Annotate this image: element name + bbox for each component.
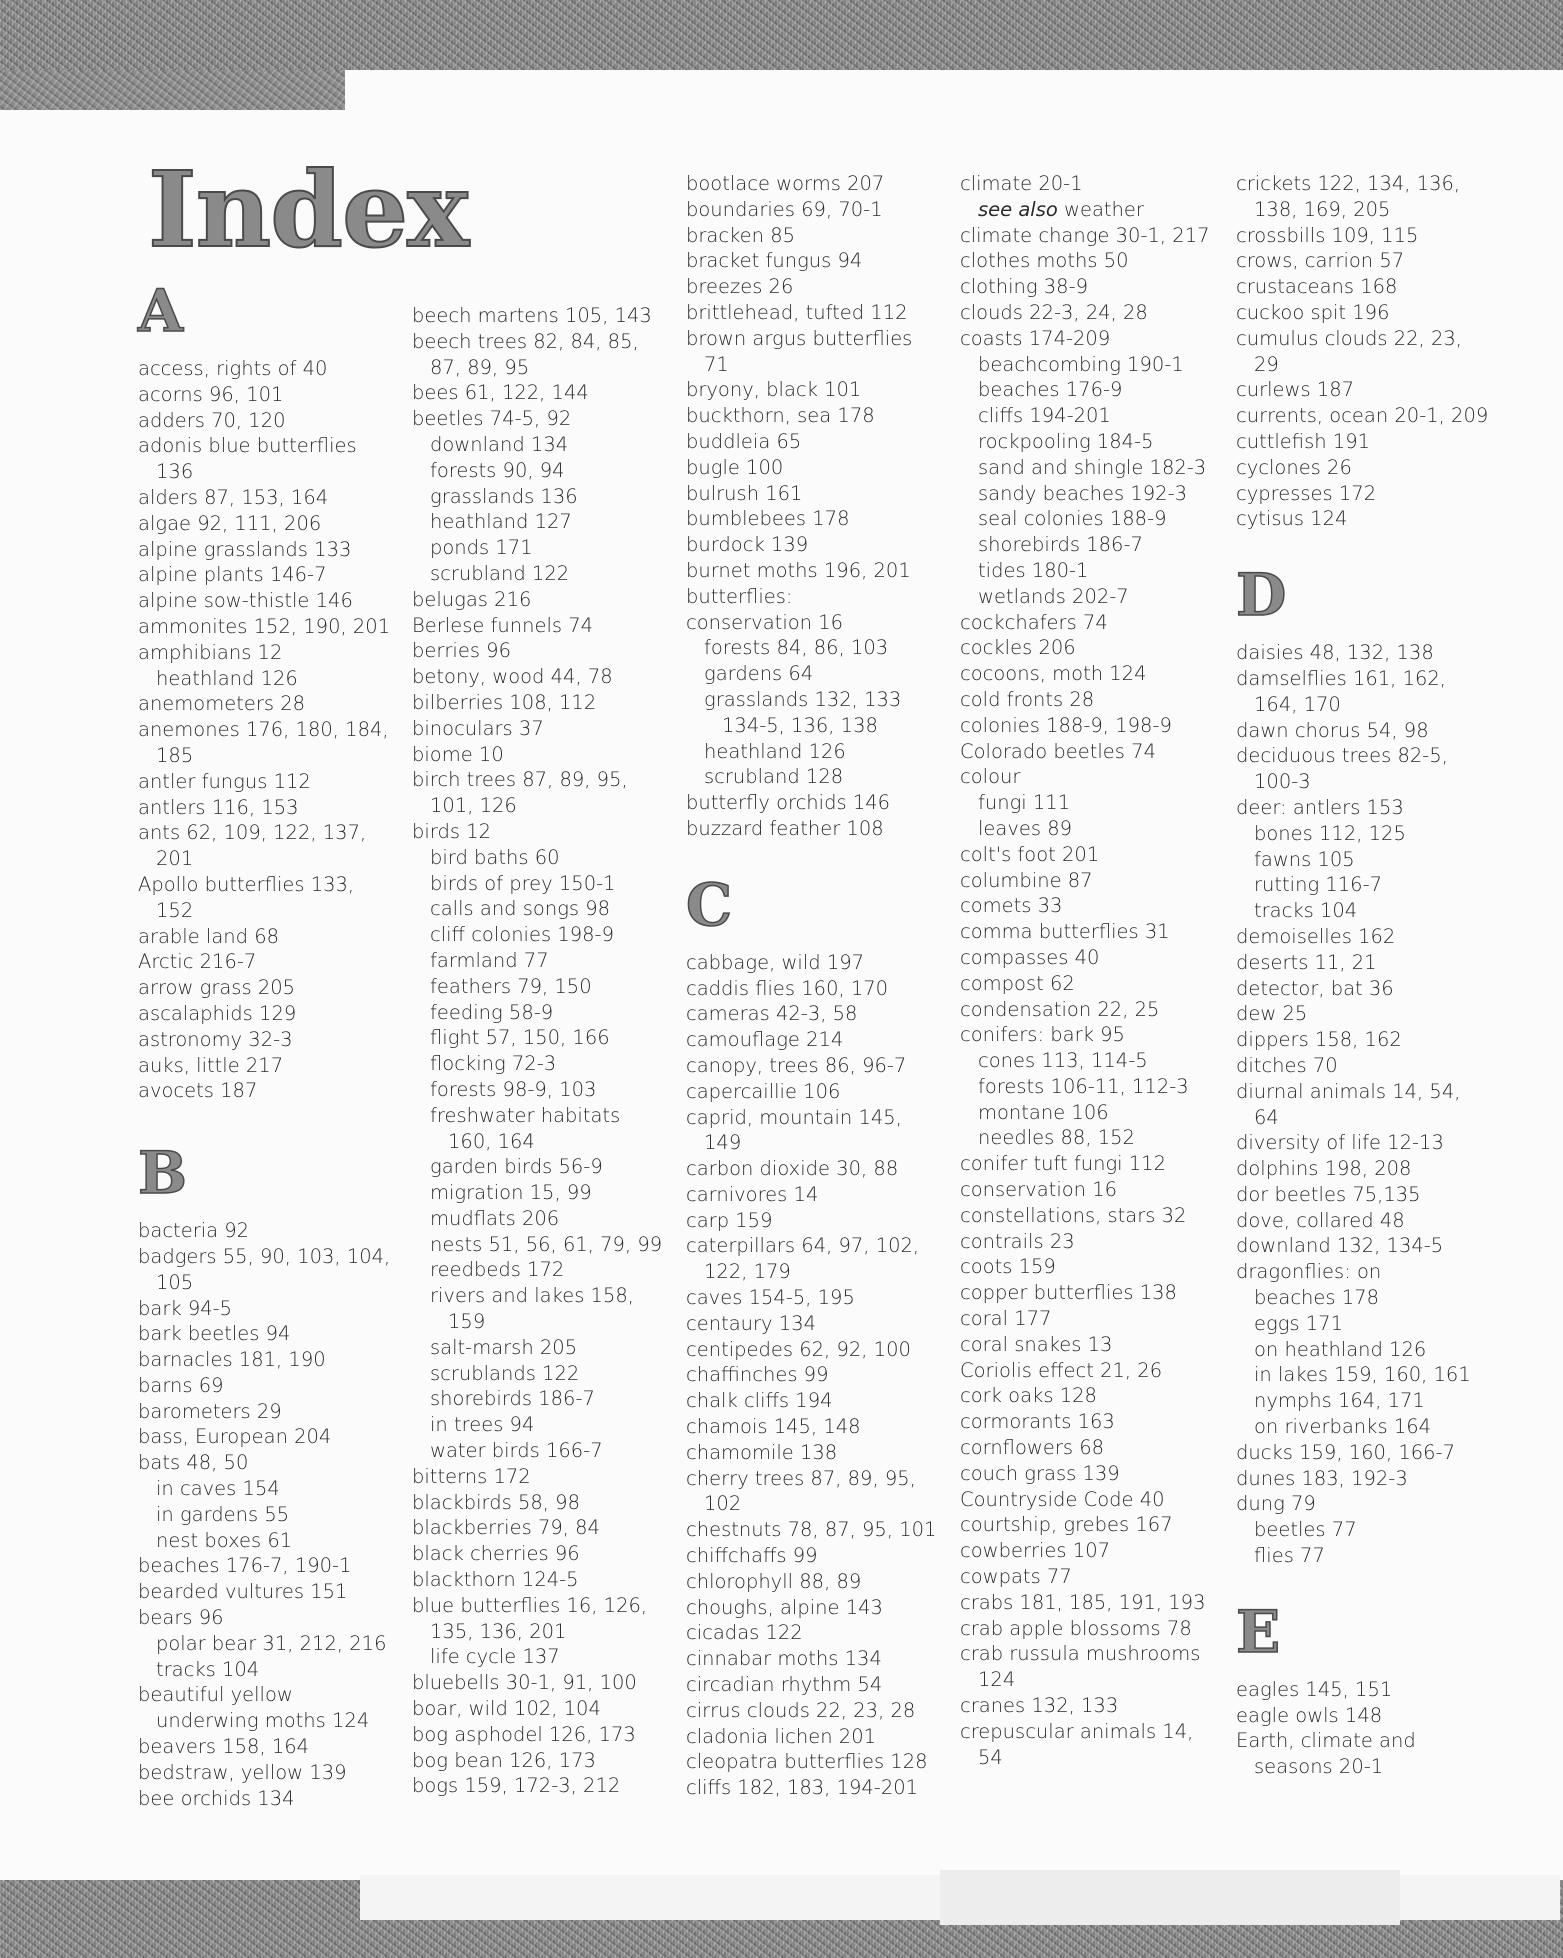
index-entry: ascalaphids 129 <box>138 1001 297 1025</box>
index-entry: bitterns 172 <box>412 1464 531 1488</box>
index-entry: crows, carrion 57 <box>1236 249 1405 273</box>
index-entry: caterpillars 64, 97, 102, 122, 179 <box>686 1234 920 1284</box>
index-entry: detector, bat 36 <box>1236 976 1394 1000</box>
index-column-2 <box>412 303 667 1799</box>
index-entry: conservation 16 <box>686 610 844 634</box>
index-entry: bats 48, 50 <box>138 1451 249 1475</box>
index-subentry: feeding 58-9 <box>430 1000 554 1024</box>
index-subentry: tracks 104 <box>1254 899 1358 923</box>
index-subentry: birds of prey 150-1 <box>430 871 616 895</box>
index-entry: access, rights of 40 <box>138 357 328 380</box>
index-entry: black cherries 96 <box>412 1542 580 1566</box>
index-entry: crepuscular animals 14, 54 <box>960 1719 1194 1769</box>
index-entry: coral snakes 13 <box>960 1332 1113 1356</box>
index-subentry: reedbeds 172 <box>430 1258 565 1282</box>
index-entry: chamois 145, 148 <box>686 1415 861 1439</box>
section-letter-b: B <box>138 1139 188 1208</box>
index-subentry: sand and shingle 182-3 <box>978 455 1207 479</box>
index-entry: cormorants 163 <box>960 1410 1115 1434</box>
column-3-entries <box>686 171 941 842</box>
index-entry: cuttlefish 191 <box>1236 429 1371 453</box>
index-subentry: on riverbanks 164 <box>1254 1415 1432 1439</box>
index-entry: cold fronts 28 <box>960 687 1095 711</box>
index-subentry: beetles 77 <box>1254 1518 1357 1542</box>
index-entry: cowpats 77 <box>960 1565 1072 1589</box>
index-entry: ammonites 152, 190, 201 <box>138 614 391 638</box>
index-subentry: in gardens 55 <box>156 1502 290 1526</box>
index-subentry: tracks 104 <box>156 1657 260 1681</box>
index-entry: dragonflies: on <box>1236 1260 1382 1284</box>
index-entry: beech trees 82, 84, 85, 87, 89, 95 <box>412 329 639 379</box>
index-subentry: bones 112, 125 <box>1254 821 1406 845</box>
index-entry: crab russula mushrooms 124 <box>960 1642 1201 1692</box>
index-entry: bark beetles 94 <box>138 1322 291 1346</box>
index-entry: chiffchaffs 99 <box>686 1544 818 1568</box>
index-entry: bog bean 126, 173 <box>412 1748 596 1772</box>
section-a-entries <box>138 356 393 1104</box>
column-5-entries <box>1236 171 1491 532</box>
index-entry: beaches 176-7, 190-1 <box>138 1554 352 1578</box>
index-entry: bulrush 161 <box>686 481 803 505</box>
index-subentry: beaches 176-9 <box>978 378 1123 402</box>
index-entry: Coriolis effect 21, 26 <box>960 1358 1163 1382</box>
index-entry: crickets 122, 134, 136, 138, 169, 205 <box>1236 172 1461 221</box>
index-entry: boundaries 69, 70-1 <box>686 197 883 221</box>
index-subentry: scrubland 128 <box>704 765 844 789</box>
index-subentry: bird baths 60 <box>430 845 560 869</box>
section-letter-c: C <box>686 870 733 939</box>
index-entry: bees 61, 122, 144 <box>412 381 589 405</box>
index-entry: chalk cliffs 194 <box>686 1389 833 1413</box>
index-entry: colt's foot 201 <box>960 842 1100 866</box>
index-subentry: flocking 72-3 <box>430 1052 557 1076</box>
index-subentry: in trees 94 <box>430 1413 535 1437</box>
page-bottom-strip-2 <box>940 1870 1400 1925</box>
index-subentry: salt-marsh 205 <box>430 1335 578 1359</box>
index-column-5 <box>1236 171 1491 1780</box>
index-entry: dippers 158, 162 <box>1236 1028 1402 1052</box>
index-entry: contrails 23 <box>960 1229 1075 1253</box>
index-subentry: water birds 166-7 <box>430 1439 603 1463</box>
index-subentry: tides 180-1 <box>978 558 1089 582</box>
index-entry: blackthorn 124-5 <box>412 1568 579 1592</box>
index-entry: caprid, mountain 145, 149 <box>686 1105 902 1155</box>
index-entry: dolphins 198, 208 <box>1236 1157 1412 1181</box>
index-entry: damselflies 161, 162, 164, 170 <box>1236 666 1446 716</box>
index-subentry: leaves 89 <box>978 816 1073 840</box>
index-entry: bogs 159, 172-3, 212 <box>412 1774 621 1798</box>
index-entry: cladonia lichen 201 <box>686 1724 877 1748</box>
index-entry: chaffinches 99 <box>686 1363 829 1387</box>
index-entry: blue butterflies 16, 126, 135, 136, 201 <box>412 1593 648 1643</box>
index-entry: bedstraw, yellow 139 <box>138 1760 347 1784</box>
index-entry: cinnabar moths 134 <box>686 1647 882 1671</box>
index-entry: Earth, climate and seasons 20-1 <box>1236 1729 1416 1779</box>
index-entry: conservation 16 <box>960 1178 1118 1202</box>
index-entry: butterflies: <box>686 584 793 608</box>
index-entry: boar, wild 102, 104 <box>412 1697 601 1721</box>
index-subentry: grasslands 136 <box>430 484 578 508</box>
index-entry: cameras 42-3, 58 <box>686 1002 858 1026</box>
index-entry: birds 12 <box>412 819 492 843</box>
index-entry: Berlese funnels 74 <box>412 613 594 637</box>
index-entry: beavers 158, 164 <box>138 1735 310 1759</box>
index-entry: carp 159 <box>686 1208 773 1232</box>
index-entry: bracken 85 <box>686 223 796 247</box>
index-subentry: farmland 77 <box>430 948 549 972</box>
index-entry: courtship, grebes 167 <box>960 1513 1173 1537</box>
index-entry: coasts 174-209 <box>960 326 1111 350</box>
index-entry: cranes 132, 133 <box>960 1694 1119 1718</box>
index-entry: downland 132, 134-5 <box>1236 1234 1444 1258</box>
index-entry: beautiful yellow underwing moths 124 <box>138 1683 370 1733</box>
index-subentry: beachcombing 190-1 <box>978 352 1184 376</box>
index-entry: deciduous trees 82-5, 100-3 <box>1236 744 1448 794</box>
index-subentry: beaches 178 <box>1254 1286 1379 1310</box>
index-subentry: migration 15, 99 <box>430 1181 592 1205</box>
index-entry: condensation 22, 25 <box>960 997 1160 1021</box>
index-entry: alders 87, 153, 164 <box>138 485 329 509</box>
index-entry: caddis flies 160, 170 <box>686 976 889 1000</box>
index-entry: Colorado beetles 74 <box>960 739 1156 763</box>
index-entry: cuckoo spit 196 <box>1236 300 1390 324</box>
index-entry: berries 96 <box>412 639 511 663</box>
index-subentry: feathers 79, 150 <box>430 974 592 998</box>
index-column-4 <box>960 171 1215 1770</box>
index-entry: daisies 48, 132, 138 <box>1236 641 1434 665</box>
index-entry: barnacles 181, 190 <box>138 1348 326 1372</box>
index-entry: acorns 96, 101 <box>138 382 284 406</box>
index-entry: chamomile 138 <box>686 1440 838 1464</box>
index-entry: belugas 216 <box>412 587 532 611</box>
index-subentry: calls and songs 98 <box>430 897 611 921</box>
index-entry: crab apple blossoms 78 <box>960 1616 1192 1640</box>
index-entry: couch grass 139 <box>960 1461 1120 1485</box>
index-entry: eagles 145, 151 <box>1236 1677 1393 1701</box>
index-subentry: scrublands 122 <box>430 1361 580 1385</box>
index-entry: capercaillie 106 <box>686 1079 841 1103</box>
section-letter-d: D <box>1236 561 1287 630</box>
index-subentry: nymphs 164, 171 <box>1254 1389 1425 1413</box>
index-entry: bryony, black 101 <box>686 378 862 402</box>
index-entry: dove, collared 48 <box>1236 1208 1405 1232</box>
index-entry: cicadas 122 <box>686 1621 803 1645</box>
index-entry: beetles 74-5, 92 <box>412 407 572 431</box>
index-subentry: forests 106-11, 112-3 <box>978 1074 1189 1098</box>
index-entry: cornflowers 68 <box>960 1436 1105 1460</box>
index-entry: bluebells 30-1, 91, 100 <box>412 1671 637 1695</box>
index-entry: bog asphodel 126, 173 <box>412 1722 636 1746</box>
section-c-entries <box>686 950 941 1801</box>
index-entry: dunes 183, 192-3 <box>1236 1466 1408 1490</box>
index-subentry: grasslands 132, 133 134-5, 136, 138 <box>704 687 902 737</box>
index-entry: dor beetles 75,135 <box>1236 1182 1421 1206</box>
index-subentry: cones 113, 114-5 <box>978 1049 1148 1073</box>
index-subentry: see also weather <box>978 197 1144 221</box>
index-entry: blackberries 79, 84 <box>412 1516 600 1540</box>
index-subentry: ponds 171 <box>430 536 533 560</box>
index-entry: diurnal animals 14, 54, 64 <box>1236 1079 1461 1129</box>
index-entry: cockles 206 <box>960 636 1076 660</box>
index-entry: crossbills 109, 115 <box>1236 223 1419 247</box>
index-subentry: shorebirds 186-7 <box>978 533 1143 557</box>
index-subentry: cliffs 194-201 <box>978 404 1111 428</box>
index-column-3 <box>686 171 941 1801</box>
index-entry: cocoons, moth 124 <box>960 662 1147 686</box>
index-subentry: cliff colonies 198-9 <box>430 923 614 947</box>
index-entry: binoculars 37 <box>412 716 544 740</box>
index-entry: burdock 139 <box>686 533 809 557</box>
index-entry: anemometers 28 <box>138 692 306 716</box>
column-4-entries <box>960 171 1215 1770</box>
index-subentry: fawns 105 <box>1254 847 1355 871</box>
index-entry: bracket fungus 94 <box>686 249 863 273</box>
index-subentry: rutting 116-7 <box>1254 873 1383 897</box>
index-subentry: forests 84, 86, 103 <box>704 636 889 660</box>
index-entry: barometers 29 <box>138 1399 282 1423</box>
index-entry: astronomy 32-3 <box>138 1027 293 1051</box>
index-entry: antler fungus 112 <box>138 769 311 793</box>
index-entry: climate 20-1 <box>960 172 1083 195</box>
index-entry: Countryside Code 40 <box>960 1487 1165 1511</box>
index-entry: adonis blue butterflies 136 <box>138 434 357 484</box>
index-entry: arrow grass 205 <box>138 976 296 1000</box>
index-entry: cytisus 124 <box>1236 507 1348 531</box>
index-entry: amphibians 12 <box>138 640 283 664</box>
index-entry: ditches 70 <box>1236 1053 1338 1077</box>
index-subentry: forests 98-9, 103 <box>430 1077 597 1101</box>
index-entry: deserts 11, 21 <box>1236 950 1377 974</box>
index-entry: canopy, trees 86, 96-7 <box>686 1053 907 1077</box>
index-entry: camouflage 214 <box>686 1028 844 1052</box>
index-entry: blackbirds 58, 98 <box>412 1490 580 1514</box>
index-entry: dew 25 <box>1236 1002 1308 1026</box>
column-2-entries <box>412 303 667 1799</box>
index-entry: chestnuts 78, 87, 95, 101 <box>686 1518 937 1542</box>
index-entry: caves 154-5, 195 <box>686 1286 855 1310</box>
index-entry: alpine sow-thistle 146 <box>138 589 353 613</box>
index-entry: currents, ocean 20-1, 209 <box>1236 404 1489 428</box>
index-entry: cumulus clouds 22, 23, 29 <box>1236 326 1462 376</box>
index-entry: colonies 188-9, 198-9 <box>960 713 1172 737</box>
index-entry: bark 94-5 <box>138 1296 233 1320</box>
index-entry: colour <box>960 765 1021 789</box>
index-entry: breezes 26 <box>686 275 794 299</box>
index-entry: demoiselles 162 <box>1236 924 1396 948</box>
index-entry: buddleia 65 <box>686 429 802 453</box>
index-entry: burnet moths 196, 201 <box>686 558 911 582</box>
page-corner-notch <box>0 70 345 110</box>
index-entry: cyclones 26 <box>1236 455 1352 479</box>
index-subentry: gardens 64 <box>704 662 814 686</box>
index-entry: bee orchids 134 <box>138 1786 295 1810</box>
index-entry: clothes moths 50 <box>960 249 1129 273</box>
index-entry: brown argus butterflies 71 <box>686 326 913 376</box>
index-subentry: polar bear 31, 212, 216 <box>156 1631 387 1655</box>
section-letter-a: A <box>138 277 184 345</box>
index-entry: antlers 116, 153 <box>138 795 299 819</box>
index-subentry: life cycle 137 <box>430 1645 560 1669</box>
index-entry: clothing 38-9 <box>960 275 1089 299</box>
index-entry: bugle 100 <box>686 455 784 479</box>
index-entry: cockchafers 74 <box>960 610 1108 634</box>
index-entry: constellations, stars 32 <box>960 1203 1187 1227</box>
index-subentry: flies 77 <box>1254 1544 1325 1568</box>
index-entry: cirrus clouds 22, 23, 28 <box>686 1698 916 1722</box>
index-subentry: nest boxes 61 <box>156 1528 293 1552</box>
index-subentry: fungi 111 <box>978 791 1071 815</box>
index-subentry: wetlands 202-7 <box>978 584 1129 608</box>
index-entry: climate change 30-1, 217 <box>960 223 1210 247</box>
index-entry: choughs, alpine 143 <box>686 1595 883 1619</box>
index-entry: birch trees 87, 89, 95, 101, 126 <box>412 768 628 818</box>
index-entry: cork oaks 128 <box>960 1384 1097 1408</box>
index-entry: copper butterflies 138 <box>960 1281 1177 1305</box>
index-entry: bilberries 108, 112 <box>412 690 597 714</box>
index-entry: buckthorn, sea 178 <box>686 404 875 428</box>
index-entry: algae 92, 111, 206 <box>138 511 322 535</box>
index-entry: compasses 40 <box>960 945 1100 969</box>
index-entry: badgers 55, 90, 103, 104, 105 <box>138 1244 391 1294</box>
index-entry: columbine 87 <box>960 868 1093 892</box>
index-entry: coral 177 <box>960 1307 1052 1331</box>
index-entry: diversity of life 12-13 <box>1236 1131 1444 1155</box>
index-entry: buzzard feather 108 <box>686 816 884 840</box>
index-subentry: montane 106 <box>978 1100 1109 1124</box>
index-entry: centipedes 62, 92, 100 <box>686 1337 911 1361</box>
index-entry: crustaceans 168 <box>1236 275 1398 299</box>
index-subentry: mudflats 206 <box>430 1206 560 1230</box>
index-subentry: sandy beaches 192-3 <box>978 481 1188 505</box>
index-entry: cypresses 172 <box>1236 481 1377 505</box>
index-entry: betony, wood 44, 78 <box>412 665 613 689</box>
page-title: Index <box>148 148 469 271</box>
index-entry: dung 79 <box>1236 1492 1316 1516</box>
index-column-1 <box>138 277 393 1811</box>
index-subentry: garden birds 56-9 <box>430 1155 603 1179</box>
index-subentry: needles 88, 152 <box>978 1126 1135 1150</box>
index-subentry: heathland 127 <box>430 510 572 534</box>
index-entry: compost 62 <box>960 971 1075 995</box>
index-entry: cowberries 107 <box>960 1539 1111 1563</box>
see-also-label: see also <box>978 197 1058 221</box>
index-entry: bumblebees 178 <box>686 507 850 531</box>
index-entry: Apollo butterflies 133, 152 <box>138 872 355 922</box>
index-entry: ducks 159, 160, 166-7 <box>1236 1440 1456 1464</box>
index-entry: cliffs 182, 183, 194-201 <box>686 1776 919 1800</box>
index-entry: coots 159 <box>960 1255 1056 1279</box>
index-entry: bears 96 <box>138 1606 224 1630</box>
index-subentry: in lakes 159, 160, 161 <box>1254 1363 1471 1387</box>
index-entry: carnivores 14 <box>686 1182 819 1206</box>
index-entry: curlews 187 <box>1236 378 1355 402</box>
index-entry: deer: antlers 153 <box>1236 795 1404 819</box>
section-b-entries <box>138 1218 393 1811</box>
index-subentry: on heathland 126 <box>1254 1337 1427 1361</box>
index-subentry: rivers and lakes 158, 159 <box>430 1284 634 1334</box>
index-entry: auks, little 217 <box>138 1053 284 1077</box>
index-entry: cabbage, wild 197 <box>686 950 865 974</box>
index-subentry: rockpooling 184-5 <box>978 429 1154 453</box>
index-entry: bacteria 92 <box>138 1219 250 1243</box>
index-entry: eagle owls 148 <box>1236 1703 1383 1727</box>
section-d-entries <box>1236 640 1491 1569</box>
index-entry: ants 62, 109, 122, 137, 201 <box>138 821 367 871</box>
index-subentry: forests 90, 94 <box>430 458 565 482</box>
index-entry: alpine grasslands 133 <box>138 537 352 561</box>
index-entry: biome 10 <box>412 742 504 766</box>
index-subentry: flight 57, 150, 166 <box>430 1026 610 1050</box>
index-entry: barns 69 <box>138 1373 224 1397</box>
index-subentry: scrubland 122 <box>430 561 570 585</box>
section-e-entries <box>1236 1677 1491 1780</box>
index-entry: anemones 176, 180, 184, 185 <box>138 718 389 767</box>
index-entry: brittlehead, tufted 112 <box>686 300 908 324</box>
index-subentry: shorebirds 186-7 <box>430 1387 595 1411</box>
index-subentry: eggs 171 <box>1254 1311 1343 1335</box>
index-entry: dawn chorus 54, 98 <box>1236 718 1429 742</box>
index-subentry: seal colonies 188-9 <box>978 507 1167 531</box>
index-entry: comets 33 <box>960 894 1063 918</box>
index-entry: butterfly orchids 146 <box>686 791 891 815</box>
index-entry: bootlace worms 207 <box>686 172 885 195</box>
index-entry: comma butterflies 31 <box>960 920 1170 944</box>
section-letter-e: E <box>1236 1597 1281 1666</box>
index-entry: clouds 22-3, 24, 28 <box>960 300 1148 324</box>
index-entry: adders 70, 120 <box>138 408 286 432</box>
index-entry: conifer tuft fungi 112 <box>960 1152 1166 1176</box>
index-entry: conifers: bark 95 <box>960 1023 1125 1047</box>
index-subentry: in caves 154 <box>156 1477 280 1501</box>
index-entry: avocets 187 <box>138 1079 258 1103</box>
index-entry: beech martens 105, 143 <box>412 304 652 327</box>
index-entry: bass, European 204 <box>138 1425 332 1449</box>
index-subentry: heathland 126 <box>704 739 846 763</box>
index-entry: cleopatra butterflies 128 <box>686 1750 928 1774</box>
index-entry: chlorophyll 88, 89 <box>686 1569 862 1593</box>
index-entry: alpine plants 146-7 <box>138 563 327 587</box>
index-entry: crabs 181, 185, 191, 193 <box>960 1590 1206 1614</box>
index-entry: arable land 68 <box>138 924 280 948</box>
index-subentry: freshwater habitats 160, 164 <box>430 1103 621 1153</box>
index-subentry: nests 51, 56, 61, 79, 99 <box>430 1232 663 1256</box>
index-entry: carbon dioxide 30, 88 <box>686 1157 899 1181</box>
index-entry: Arctic 216-7 <box>138 950 257 974</box>
index-subentry: heathland 126 <box>156 666 298 690</box>
index-entry: cherry trees 87, 89, 95, 102 <box>686 1466 916 1516</box>
index-entry: bearded vultures 151 <box>138 1580 348 1604</box>
index-entry: centaury 134 <box>686 1311 817 1335</box>
index-entry: circadian rhythm 54 <box>686 1673 883 1697</box>
index-subentry: downland 134 <box>430 432 569 456</box>
